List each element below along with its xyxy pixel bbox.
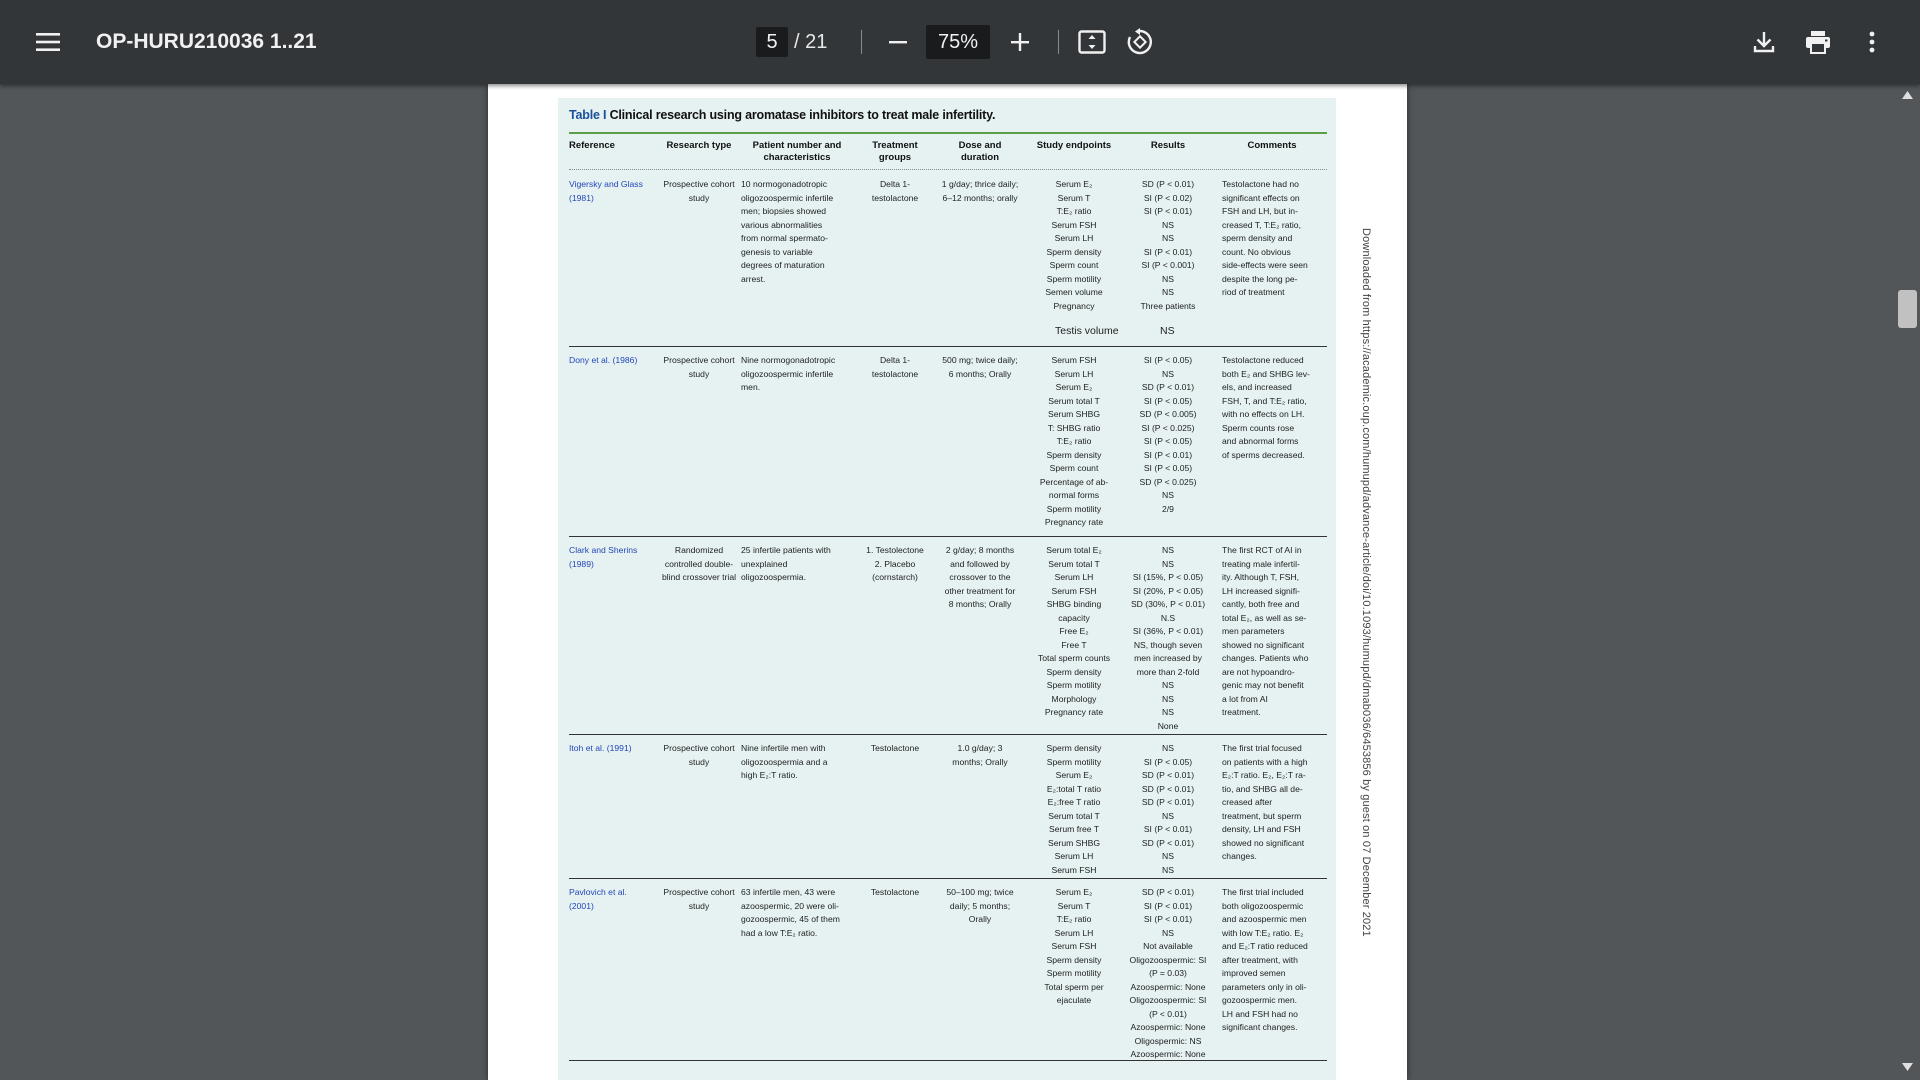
row-divider (569, 734, 1327, 735)
download-watermark (1358, 228, 1378, 988)
row2-treatment: Delta 1- testolactone (871, 355, 919, 379)
row1-reference[interactable]: Vigersky and Glass (1981) (569, 179, 643, 203)
row2-patients: Nine normogonadotropic oligozoospermic infertile men. (741, 355, 836, 392)
row2-dose: 500 mg; twice daily; 6 months; Orally (942, 355, 1018, 379)
row5-research-type: Prospective cohort study (663, 887, 735, 911)
row-divider (569, 536, 1327, 537)
row-divider (569, 878, 1327, 879)
scroll-down-arrow-icon[interactable] (1901, 1062, 1914, 1072)
row4-patients: Nine infertile men with oligozoospermia and a high E₂:T ratio. (741, 743, 828, 780)
row4-research-type: Prospective cohort study (663, 743, 735, 767)
header-rule-bottom (569, 169, 1327, 170)
row4-dose: 1.0 g/day; 3 months; Orally (952, 743, 1008, 767)
row1-treatment: Delta 1- testolactone (871, 179, 919, 203)
page-total: / 21 (794, 30, 828, 53)
print-button[interactable] (1798, 22, 1838, 62)
row3-comments: The first RCT of AI in treating male infertil- ity. Although T, FSH, LH increased signifi- cantly, both free and total E₂, as well as se- men parameters showed no significant changes. Patients who are not hypoandro- genic may not benefit a lot from AI treatment. (1222, 545, 1309, 717)
row2-research-type: Prospective cohort study (663, 355, 735, 379)
print-icon (1805, 30, 1831, 54)
row1-comments: Testolactone had no significant effects on FSH and LH, but in- creased T, T:E₂ ratio, sperm density and count. No obvious side-effects were seen despite the long pe- riod of treatment (1222, 179, 1308, 297)
vertical-scrollbar[interactable] (1895, 84, 1920, 1080)
row2-reference[interactable]: Dony et al. (1986) (569, 355, 638, 365)
row1-research-type: Prospective cohort study (663, 179, 735, 203)
download-watermark-text: Downloaded from https://academic.oup.com/humupd/advance-article/doi/10.1093/humupd/dmab036/6453856 by guest on 07 December 2021 (1360, 228, 1372, 937)
fit-to-page-button[interactable] (1072, 22, 1112, 62)
header-treatment: Treatment groups (872, 140, 918, 163)
table-label: Table I (569, 108, 607, 122)
row5-patients: 63 infertile men, 43 were azoospermic, 20 were oli- gozoospermic, 45 of them had a low T:E₂ ratio. (741, 887, 840, 938)
pdf-toolbar (0, 0, 1920, 84)
row1-extra-result: NS (1160, 325, 1175, 337)
row3-endpoints: Serum total E₂ Serum total T Serum LH Serum FSH SHBG binding capacity Free E₂ Free T Total sperm counts Sperm density Sperm motility Morphology Pregnancy rate (1037, 545, 1111, 717)
header-results: Results (1150, 140, 1186, 151)
row1-extra-endpoint: Testis volume (1055, 325, 1119, 337)
row2-results: SI (P < 0.05) NS SD (P < 0.01) SI (P < 0.05) SD (P < 0.005) SI (P < 0.025) SI (P < 0.05) SI (P < 0.01) SI (P < 0.05) SD (P < 0.025) NS 2/9 (1139, 355, 1197, 514)
row-divider (569, 346, 1327, 347)
row-divider (569, 1060, 1327, 1061)
row3-patients: 25 infertile patients with unexplained oligozoospermia. (741, 545, 831, 582)
plus-icon (1010, 32, 1030, 52)
header-reference: Reference (569, 140, 615, 151)
rotate-button[interactable] (1120, 22, 1160, 62)
row1-dose: 1 g/day; thrice daily; 6–12 months; orally (941, 179, 1019, 203)
row1-patients: 10 normogonadotropic oligozoospermic infertile men; biopsies showed various abnormalities from normal spermato- genesis to variable degrees of maturation arrest. (741, 179, 834, 284)
row3-research-type: Randomized controlled double- blind crossover trial (661, 545, 737, 582)
download-button[interactable] (1744, 22, 1784, 62)
row4-endpoints: Sperm density Sperm motility Serum E₂ E₂:total T ratio E₂:free T ratio Serum total T Serum free T Serum SHBG Serum LH Serum FSH (1046, 743, 1102, 875)
row4-results: NS SI (P < 0.05) SD (P < 0.01) SD (P < 0.01) SD (P < 0.01) NS SI (P < 0.01) SD (P < 0.01) NS NS (1141, 743, 1195, 875)
scroll-up-arrow-icon[interactable] (1901, 90, 1914, 100)
row4-treatment: Testolactone (870, 743, 920, 753)
header-patients: Patient number and characteristics (752, 140, 842, 163)
toolbar-divider (1058, 30, 1059, 54)
row5-reference[interactable]: Pavlovich et al. (2001) (569, 887, 627, 911)
more-actions-button[interactable] (1852, 22, 1892, 62)
table-caption: Clinical research using aromatase inhibitors to treat male infertility. (609, 108, 996, 122)
header-endpoints: Study endpoints (1036, 140, 1112, 151)
row4-reference[interactable]: Itoh et al. (1991) (569, 743, 632, 753)
menu-icon (36, 32, 60, 52)
page-number-input[interactable]: 5 (756, 27, 788, 57)
header-comments: Comments (1247, 140, 1297, 151)
zoom-out-button[interactable] (878, 22, 918, 62)
row5-dose: 50–100 mg; twice daily; 5 months; Orally (946, 887, 1014, 924)
download-icon (1753, 31, 1775, 53)
table-title (569, 108, 995, 122)
zoom-level-input[interactable]: 75% (926, 25, 990, 59)
table-panel (558, 98, 1336, 1080)
row3-reference[interactable]: Clark and Sherins (1989) (569, 545, 638, 569)
rotate-icon (1126, 28, 1154, 56)
zoom-in-button[interactable] (1000, 22, 1040, 62)
row2-comments: Testolactone reduced both E₂ and SHBG lev- els, and increased FSH, T, and T:E₂ ratio, with no effects on LH. Sperm counts rose and abnormal forms of sperms decreased. (1222, 355, 1310, 460)
menu-button[interactable] (28, 22, 68, 62)
minus-icon (888, 32, 908, 52)
row5-comments: The first trial included both oligozoospermic and azoospermic men with low T:E₂ ratio. E₂ and E₂:T ratio reduced after treatment, with improved semen parameters only in oli- gozoospermic men. LH and FSH had no significant changes. (1222, 887, 1308, 1032)
row1-endpoints: Serum E₂ Serum T T:E₂ ratio Serum FSH Serum LH Sperm density Sperm count Sperm motility Semen volume Pregnancy (1045, 179, 1103, 311)
scrollbar-thumb[interactable] (1898, 290, 1917, 328)
row3-dose: 2 g/day; 8 months and followed by crossover to the other treatment for 8 months; Orally (944, 545, 1016, 609)
row3-treatment: 1. Testolectone 2. Placebo (cornstarch) (866, 545, 924, 582)
fit-page-icon (1078, 30, 1106, 54)
more-vert-icon (1868, 31, 1876, 53)
header-dose: Dose and duration (958, 140, 1002, 163)
row3-results: NS NS SI (15%, P < 0.05) SI (20%, P < 0.05) SD (30%, P < 0.01) N.S SI (36%, P < 0.01) NS, though seven men increased by more than 2-fold NS NS NS None (1130, 545, 1206, 731)
row1-results: SD (P < 0.01) SI (P < 0.02) SI (P < 0.01) NS NS SI (P < 0.01) SI (P < 0.001) NS NS Three patients (1140, 179, 1196, 311)
row5-treatment: Testolactone (870, 887, 920, 897)
document-title: OP-HURU210036 1..21 (96, 30, 317, 53)
pdf-page (488, 84, 1407, 1080)
header-research-type: Research type (666, 140, 732, 151)
header-rule-top (569, 132, 1327, 134)
row5-results: SD (P < 0.01) SI (P < 0.01) SI (P < 0.01) NS Not available Oligozoospermic: SI (P = 0.03) Azoospermic: None Oligozoospermic: SI (P < 0.01) Azoospermic: None Oligospermic: NS Azoospermic: None (1129, 887, 1207, 1059)
row2-endpoints: Serum FSH Serum LH Serum E₂ Serum total T Serum SHBG T: SHBG ratio T:E₂ ratio Sperm density Sperm count Percentage of ab- normal forms Sperm motility Pregnancy rate (1039, 355, 1109, 527)
row4-comments: The first trial focused on patients with a high E₂:T ratio. E₂, E₂:T ra- tio, and SHBG all de- creased after treatment, but sperm density, LH and FSH showed no significant changes. (1222, 743, 1308, 861)
toolbar-divider (861, 30, 862, 54)
row5-endpoints: Serum E₂ Serum T T:E₂ ratio Serum LH Serum FSH Sperm density Sperm motility Total sperm per ejaculate (1044, 887, 1104, 1005)
